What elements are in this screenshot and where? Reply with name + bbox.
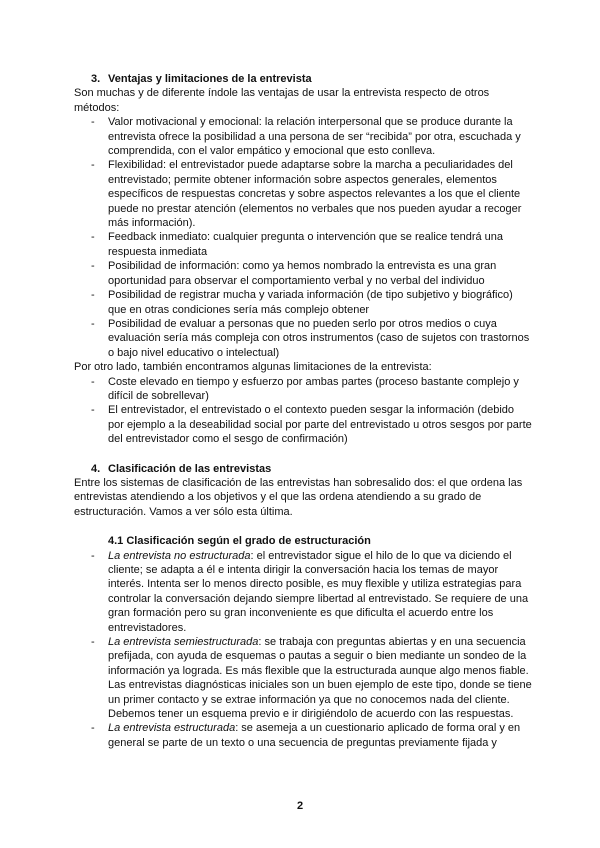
section-3-heading bbox=[91, 72, 532, 86]
limitations-intro: Por otro lado, también encontramos algunas limitaciones de la entrevista: bbox=[74, 361, 432, 374]
list-item: - Valor motivacional y emocional: la relación interpersonal que se produce durante la entrevista ofrece la posibilidad a una persona de ser “recibida” por otra, escuchada y comprendida, con el valor empático y emocional que esto conlleva. bbox=[91, 116, 521, 158]
section-4-heading bbox=[91, 462, 532, 476]
page-number: 2 bbox=[296, 800, 304, 812]
list-item: - Posibilidad de registrar mucha y variada información (de tipo subjetivo y biográfico) que en otras condiciones sería más complejo obtener bbox=[91, 289, 513, 316]
advantages-list bbox=[74, 115, 532, 360]
spacer bbox=[74, 519, 532, 534]
subsection-4-1-heading: 4.1 Clasificación según el grado de estructuración bbox=[108, 535, 371, 548]
type-name: La entrevista estructurada bbox=[108, 722, 236, 735]
type-name: La entrevista semiestructurada bbox=[108, 636, 259, 649]
list-item: - Flexibilidad: el entrevistador puede adaptarse sobre la marcha a peculiaridades del entrevistado; permite obtener información sobre aspectos generales, elementos específicos de respuestas concretas y sobre aspectos relevantes a los que el cliente puede no prestar atención (elementos no verbales que nos pueden ayudar a recoger más información). bbox=[91, 159, 522, 230]
section-4-intro: Entre los sistemas de clasificación de las entrevistas han sobresalido dos: el que ordena las entrevistas atendiendo a los objetivos y el que las ordena atendiendo a su grado de estructuración. Vamos a ver sólo esta última. bbox=[74, 476, 523, 518]
list-item: - Coste elevado en tiempo y esfuerzo por ambas partes (proceso bastante complejo y difícil de sobrellevar) bbox=[91, 375, 519, 402]
interview-types-list bbox=[74, 549, 532, 751]
list-item: - La entrevista no estructurada: el entrevistador sigue el hilo de lo que va diciendo el cliente; se adapta a él e intenta dirigir la conversación hacia los temas de mayor interés. Intenta ser lo menos directo posible, es muy flexible y utiliza estrategias para controlar la conversación dejando siempre libertad al entrevistado. Se requiere de una gran formación pero su gran inconveniente es que dificulta el acuerdo entre los entrevistadores. bbox=[91, 549, 529, 634]
limitations-list bbox=[74, 375, 532, 447]
list-item: - La entrevista estructurada: se asemeja a un cuestionario aplicado de forma oral y en general se parte de un texto o una secuencia de preguntas previamente fijada y bbox=[91, 722, 521, 749]
section-4-number: 4. bbox=[91, 462, 101, 475]
section-3-intro: Son muchas y de diferente índole las ventajas de usar la entrevista respecto de otros métodos: bbox=[74, 87, 490, 114]
list-item: - Feedback inmediato: cualquier pregunta o intervención que se realice tendrá una respuesta inmediata bbox=[91, 231, 504, 258]
list-item: - La entrevista semiestructurada: se trabaja con preguntas abiertas y en una secuencia prefijada, con ayuda de esquemas o pautas a seguir o bien mediante un sondeo de la información ya lograda. Es más flexible que la estructurada aunque algo menos fiable. Las entrevistas diagnósticas iniciales son un buen ejemplo de este tipo, donde se tiene un primer contacto y se extrae información ya que no conocemos nada del cliente. Debemos tener un esquema previo e ir dirigiéndolo de acuerdo con las respuestas. bbox=[91, 636, 532, 721]
list-item: - Posibilidad de evaluar a personas que no pueden serlo por otros medios o cuya evaluación sería más compleja con otros instrumentos (caso de sujetos con trastornos o bajo nivel educativo o intelectual) bbox=[91, 317, 530, 359]
list-item: - El entrevistador, el entrevistado o el contexto pueden sesgar la información (debido por ejemplo a la deseabilidad social por parte del entrevistado u otros sesgos por parte del entrevistador como el sesgo de confirmación) bbox=[91, 404, 532, 446]
document-page bbox=[74, 72, 532, 750]
section-3-number: 3. bbox=[91, 73, 101, 85]
type-name: La entrevista no estructurada bbox=[108, 549, 251, 562]
list-item: - Posibilidad de información: como ya hemos nombrado la entrevista es una gran oportunidad para observar el comportamiento verbal y no verbal del individuo bbox=[91, 260, 497, 287]
spacer bbox=[74, 447, 532, 462]
section-4-title: Clasificación de las entrevistas bbox=[108, 462, 272, 475]
section-3-title: Ventajas y limitaciones de la entrevista bbox=[108, 73, 312, 85]
